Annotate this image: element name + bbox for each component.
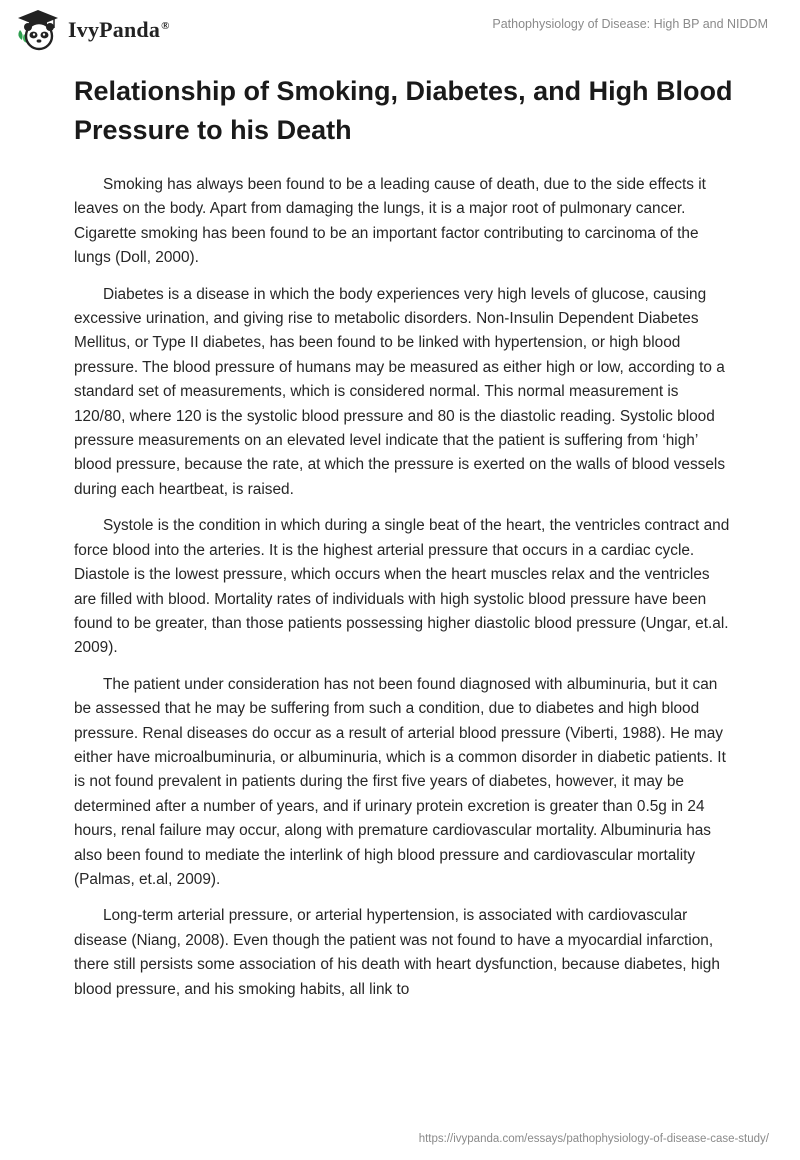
paragraph: Diabetes is a disease in which the body experiences very high levels of glucose, causing excessive urination, and giving rise to metabolic disorders. Non-Insulin Dependent Diabetes Mellitus, or Type II diabetes, has been found to be linked with hypertension, or high blood pressure. The blood pressure of humans may be measured as either high or low, according to a standard set of measurements, which is considered normal. This normal measurement is 120/80, where 120 is the systolic blood pressure and 80 is the diastolic reading. Systolic blood pressure measurements on an elevated level indicate that the patient is suffering from ‘high’ blood pressure, because the rate, at which the pressure is exerted on the walls of blood vessels during each heartbeat, is raised. [74, 285, 726, 498]
registered-mark: ® [161, 19, 170, 32]
paragraph: Long-term arterial pressure, or arterial hypertension, is associated with cardiovascular disease (Niang, 2008). Even though the patient was not found to have a myocardial infarction, there still persists some association of his death with heart dysfunction, because diabetes, high blood pressure, and his smoking habits, all link to [74, 907, 720, 998]
article-body [74, 173, 734, 1014]
panda-graduate-icon [14, 8, 62, 52]
page-header [0, 0, 800, 70]
document-title: Pathophysiology of Disease: High BP and NIDDM [492, 17, 768, 31]
paragraph: The patient under consideration has not been found diagnosed with albuminuria, but it can be assessed that he may be suffering from such a condition, due to diabetes and high blood pressure. Renal diseases do occur as a result of arterial blood pressure (Viberti, 1988). He may either have microalbuminuria, or albuminuria, which is a common disorder in diabetic patients. It is not found prevalent in patients during the first five years of diabetes, however, it may be determined after a number of years, and if urinary protein excretion is greater than 0.5g in 24 hours, renal failure may occur, along with premature cardiovascular mortality. Albuminuria has also been found to mediate the interlink of high blood pressure and cardiovascular mortality (Palmas, et.al, 2009). [74, 675, 726, 888]
brand-name: IvyPanda® [68, 17, 170, 42]
paragraph: Smoking has always been found to be a leading cause of death, due to the side effects it leaves on the body. Apart from damaging the lungs, it is a major root of pulmonary cancer. Cigarette smoking has been found to be an important factor contributing to carcinoma of the lungs (Doll, 2000). [74, 176, 706, 267]
article-heading: Relationship of Smoking, Diabetes, and High Blood Pressure to his Death [74, 76, 733, 145]
source-url[interactable]: https://ivypanda.com/essays/pathophysiology-of-disease-case-study/ [418, 1133, 769, 1145]
ivypanda-logo[interactable] [14, 8, 170, 52]
paragraph: Systole is the condition in which during a single beat of the heart, the ventricles contract and force blood into the arteries. It is the highest arterial pressure that occurs in a cardiac cycle. Diastole is the lowest pressure, which occurs when the heart muscles relax and the ventricles are filled with blood. Mortality rates of individuals with high systolic blood pressure have been found to be greater, than those patients possessing higher diastolic blood pressure (Ungar, et.al. 2009). [74, 517, 730, 657]
